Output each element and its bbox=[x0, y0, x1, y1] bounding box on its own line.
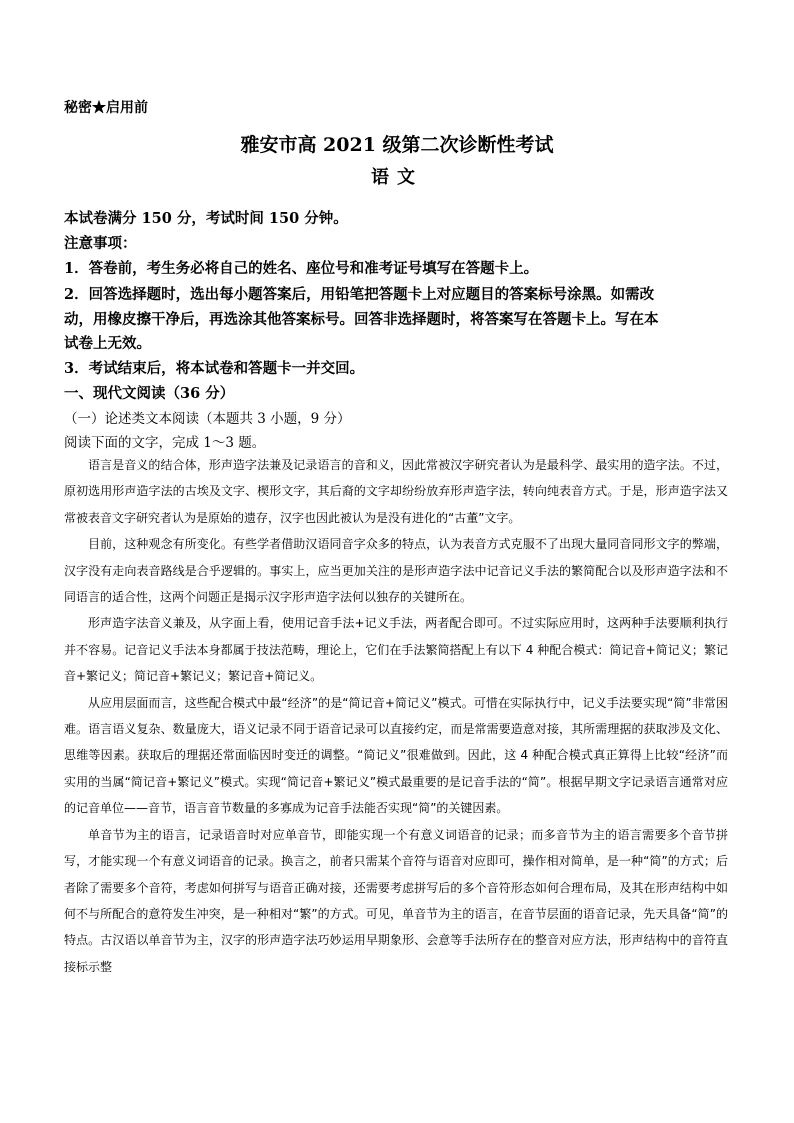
notice-item-1: 1．答卷前，考生务必将自己的姓名、座位号和准考证号填写在答题卡上。 bbox=[64, 260, 539, 277]
notice-heading: 注意事项： bbox=[64, 235, 137, 252]
notice-item-2-line-2: 动，用橡皮擦干净后，再选涂其他答案标号。回答非选择题时，将答案写在答题卡上。写在本 bbox=[64, 311, 659, 328]
sub-section-heading: （一）论述类文本阅读（本题共 3 小题，9 分） bbox=[64, 411, 351, 427]
passage-paragraph: 目前，这种观念有所变化。有些学者借助汉语同音字众多的特点，认为表音方式克服不了出现大量同音同形文字的弊端，汉字没有走向表音路线是合乎逻辑的。事实上，应当更加关注的是形声造字法中记音记义手法的繁简配合以及形声造字法和不同语言的适合性，这两个问题正是揭示汉字形声造字法何以独存的关键所在。 bbox=[64, 537, 728, 605]
passage-paragraph: 从应用层面而言，这些配合模式中最“经济”的是“简记音+简记义”模式。可惜在实际执行中，记义手法要实现“简”非常困难。语言语义复杂、数量庞大，语义记录不同于语音记录可以直接约定，而是常需要造意对接，其所需理据的获取涉及文化、思维等因素。获取后的理据还常面临因时变迁的调整。“简记义”很难做到。因此，这 4 种配合模式真正算得上比较“经济”而实用的当属“简记音+繁记义”模式。实现“简记音+繁记义”模式最重要的是记音手法的“简”。根据早期文字记录语言通常对应的记音单位——音节，语言音节数量的多寡成为记音手法能否实现“简”的关键因素。 bbox=[64, 695, 728, 816]
score-time-line: 本试卷满分 150 分，考试时间 150 分钟。 bbox=[64, 210, 348, 227]
subject-title: 语文 bbox=[371, 167, 423, 188]
notice-item-3: 3．考试结束后，将本试卷和答题卡一并交回。 bbox=[64, 360, 365, 377]
passage-paragraph: 语言是音义的结合体，形声造字法兼及记录语言的音和义，因此常被汉字研究者认为是最科学、最实用的造字法。不过，原初选用形声造字法的古埃及文字、楔形文字，其后裔的文字却纷纷放弃形声造字法，转向纯表音方式。于是，形声造字法又常被表音文字研究者认为是原始的遗存，汉字也因此被认为是没有进化的“古董”文字。 bbox=[64, 458, 728, 525]
reading-prompt: 阅读下面的文字，完成 1～3 题。 bbox=[64, 435, 266, 451]
section-heading: 一、现代文阅读（36 分） bbox=[64, 385, 235, 402]
exam-title: 雅安市高 2021 级第二次诊断性考试 bbox=[240, 134, 554, 156]
reading-passage bbox=[64, 452, 728, 980]
notice-item-2-line-1: 2．回答选择题时，选出每小题答案后，用铅笔把答题卡上对应题目的答案标号涂黑。如需改 bbox=[64, 286, 655, 303]
notice-item-2-line-3: 试卷上无效。 bbox=[64, 335, 151, 352]
passage-paragraph: 形声造字法音义兼及，从字面上看，使用记音手法+记义手法，两者配合即可。不过实际应用时，这两种手法要顺利执行并不容易。记音记义手法本身都属于技法范畴，理论上，它们在手法繁简搭配上有以下 4 种配合模式：简记音+简记义；繁记音+繁记义；简记音+繁记义；繁记音+简记义。 bbox=[64, 616, 728, 684]
passage-paragraph: 单音节为主的语言，记录语音时对应单音节，即能实现一个有意义词语音的记录；而多音节为主的语言需要多个音节拼写，才能实现一个有意义词语音的记录。换言之，前者只需某个音符与语音对应即可，操作相对简单，是一种“简”的方式；后者除了需要多个音符，考虑如何拼写与语音正确对接，还需要考虑拼写后的多个音符形态如何合理布局，及其在形声结构中如何不与所配合的意符发生冲突，是一种相对“繁”的方式。可见，单音节为主的语言，在音节层面的语音记录，先天具备“简”的特点。古汉语以单音节为主，汉字的形声造字法巧妙运用早期象形、会意等手法所存在的整音对应方法，形声结构中的音符直接标示整 bbox=[64, 827, 728, 974]
confidential-label: 秘密★启用前 bbox=[64, 100, 148, 116]
